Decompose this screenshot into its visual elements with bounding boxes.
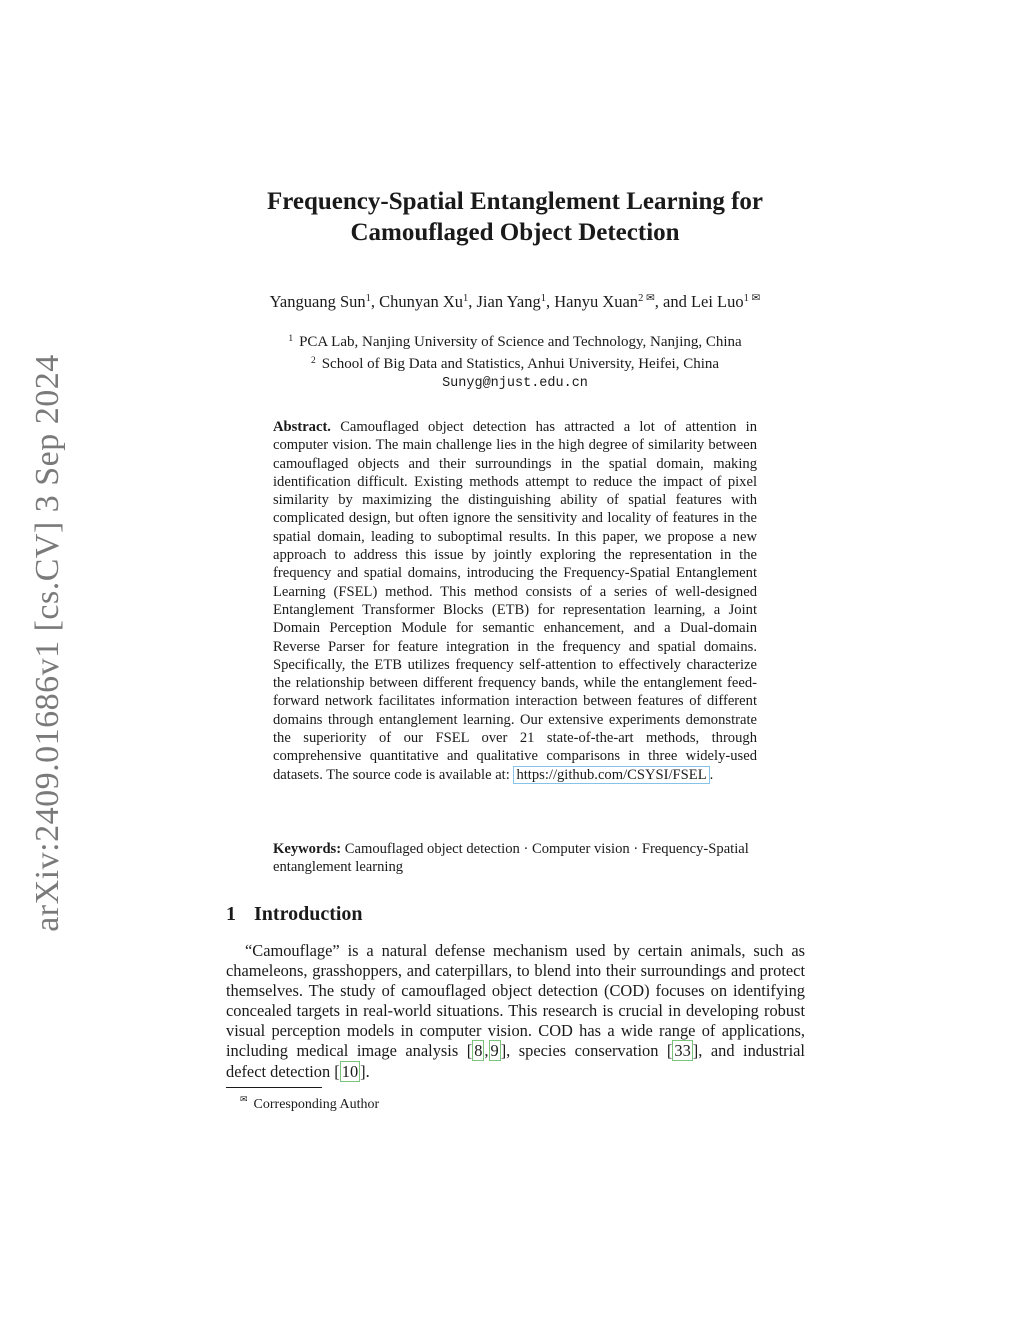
keywords <box>273 840 773 877</box>
paper-title <box>200 186 830 248</box>
intro-text-3: ], and industrial defect detection <box>226 1041 805 1081</box>
abstract-text: Camouflaged object detection has attracted a lot of attention in computer vision. The main challenge lies in the high degree of similarity between camouflaged objects and their surroundings in the spatial domain, making identification difficult. Existing methods attempt to reduce the impact of pixel similarity by maximizing the distinguishing ability of spatial features with complicated design, but often ignore the sensitivity and locality of features in the spatial domain, leading to suboptimal results. In this paper, we propose a new approach to address this issue by jointly exploring the representation in the frequency and spatial domains, introducing the Frequency-Spatial Entanglement Learning (FSEL) method. This method consists of a series of well-designed Entanglement Transformer Blocks (ETB) for representation learning, a Joint Domain Perception Module for semantic enhancement, and a Dual-domain Reverse Parser for feature integration in the frequency and spatial domains. Specifically, the ETB utilizes frequency self-attention to effectively characterize the relationship between different frequency bands, while the entanglement feed-forward network facilitates information interaction between features of different domains through entanglement learning. Our extensive experiments demonstrate the superiority of our FSEL over 21 state-of-the-art methods, through comprehensive quantitative and qualitative comparisons in three widely-used datasets. The source code is available at: <box>273 419 757 783</box>
source-code-link[interactable]: https://github.com/CSYSI/FSEL <box>513 766 709 784</box>
contact-email: Sunyg@njust.edu.cn <box>442 376 588 391</box>
affiliations <box>180 330 850 393</box>
abstract-label: Abstract. <box>273 419 331 435</box>
author-affil-mark: 1 <box>540 293 546 304</box>
citation-link[interactable]: 10 <box>341 1061 359 1081</box>
envelope-icon: ✉ <box>240 1094 248 1104</box>
affiliation-text: PCA Lab, Nanjing University of Science and Technology, Nanjing, China <box>299 334 742 350</box>
footnote <box>240 1094 379 1113</box>
citation-separator: , <box>484 1041 489 1061</box>
arxiv-identifier-stamp <box>18 354 78 932</box>
section-title: Introduction <box>254 903 363 925</box>
arxiv-identifier-text: arXiv:2409.01686v1 [cs.CV] 3 Sep 2024 <box>29 354 66 932</box>
author-affil-mark: 1 <box>365 293 371 304</box>
citation-link[interactable]: 9 <box>490 1041 499 1061</box>
footnote-divider <box>226 1087 322 1088</box>
title-line-2: Camouflaged Object Detection <box>350 219 680 246</box>
author-affil-mark: 1 <box>463 293 469 304</box>
author-affil-mark: 1 ✉ <box>743 293 761 304</box>
author-name: Yanguang Sun <box>269 292 366 311</box>
abstract-end: . <box>709 766 714 783</box>
affiliation-text: School of Big Data and Statistics, Anhui University, Heifei, China <box>321 356 720 372</box>
abstract <box>273 418 757 784</box>
keywords-text: Camouflaged object detection · Computer vision · Frequency-Spatial entanglement learning <box>273 841 749 876</box>
author-name: Hanyu Xuan <box>554 292 639 311</box>
author-name: Chunyan Xu <box>379 292 464 311</box>
author-affil-mark: 2 ✉ <box>638 293 655 304</box>
intro-text-1: “Camouflage” is a natural defense mechanism used by certain animals, such as chameleons, grasshoppers, and caterpillars, to blend into their surroundings and protect themselves. The study of camouflaged object detection (COD) focuses on identifying concealed targets in real-world situations. This research is crucial in developing robust visual perception models in computer vision. COD has a wide range of applications, including medical image analysis <box>226 941 805 1061</box>
intro-paragraph: “Camouflage” is a natural defense mechanism used by certain animals, such as chameleons, grasshoppers, and caterpillars, to blend into their surroundings and protect themselves. The study of camouflaged object detection (COD) focuses on identifying concealed targets in real-world situations. This research is crucial in developing robust visual perception models in computer vision. COD has a wide range of applications, including medical image analysis [ 8 , 9 ], species conservation [ 33 ], and industrial defect detection [ 10 ]. <box>226 941 805 1081</box>
author-list: Yanguang Sun$^1$, Chunyan Xu$^1$, Jian Yang$^1$, Hanyu Xuan$^{2 ✉}$, and Lei Luo$^{1 ✉}$ <box>269 292 761 311</box>
author-name: and Lei Luo <box>663 292 744 311</box>
citation-link[interactable]: 33 <box>674 1041 691 1061</box>
footnote-text: Corresponding Author <box>253 1097 380 1112</box>
section-number: 1 <box>226 903 236 925</box>
keywords-label: Keywords: <box>273 841 342 857</box>
intro-text-4: ]. <box>360 1061 370 1081</box>
title-line-1: Frequency-Spatial Entanglement Learning for <box>266 188 764 215</box>
intro-text-2: ], species conservation <box>500 1041 659 1061</box>
citation-link[interactable]: 8 <box>474 1041 483 1061</box>
affiliation-2 <box>180 352 850 374</box>
section-heading <box>226 903 363 926</box>
affiliation-mark: 1 <box>288 334 294 344</box>
author-name: Jian Yang <box>476 292 541 311</box>
affiliation-1 <box>180 330 850 352</box>
affiliation-mark: 2 <box>310 356 316 366</box>
